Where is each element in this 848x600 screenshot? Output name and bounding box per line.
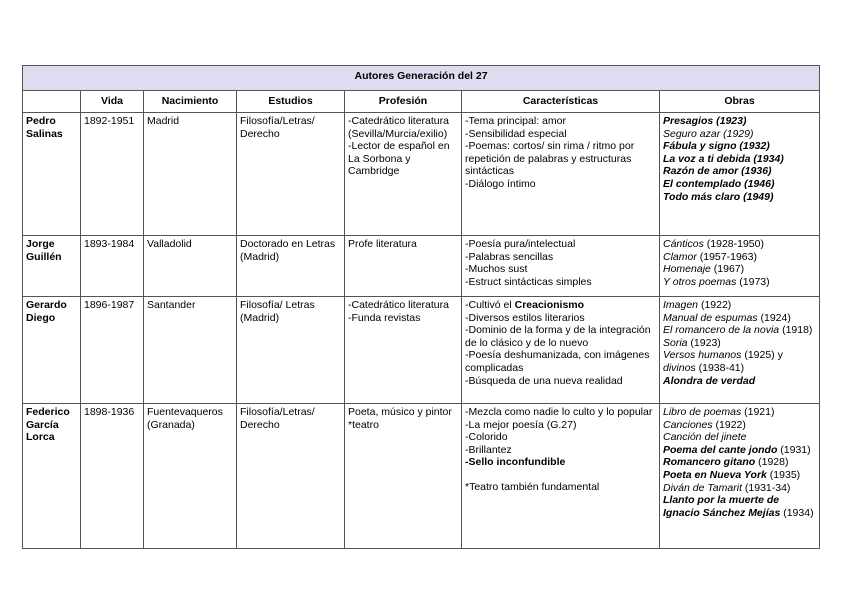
text-run: Canción del jinete xyxy=(663,431,747,444)
profession-line: -Catedrático literatura xyxy=(348,299,449,311)
author-life: 1896-1987 xyxy=(81,297,144,404)
table-row xyxy=(23,297,820,404)
text-line xyxy=(465,276,656,289)
text-run: (1973) xyxy=(736,275,770,288)
text-line xyxy=(465,324,656,349)
text-line xyxy=(465,444,656,457)
text-run: Soria xyxy=(663,336,688,349)
text-run: El contemplado (1946) xyxy=(663,177,775,190)
text-line xyxy=(663,349,816,374)
author-name: Federico García Lorca xyxy=(23,404,81,549)
text-run: Clamor xyxy=(663,250,697,263)
header-vida: Vida xyxy=(81,91,144,113)
profession-line: Profe literatura xyxy=(348,238,417,250)
text-run: -Poemas: cortos/ sin rima / ritmo por repetición de palabras y estructuras sintácticas xyxy=(465,140,635,178)
header-profesion: Profesión xyxy=(345,91,462,113)
author-birthplace: Fuentevaqueros (Granada) xyxy=(144,404,237,549)
text-line xyxy=(663,312,816,325)
text-run: (1957-1963) xyxy=(696,250,757,263)
text-run: (1938-41) xyxy=(695,361,745,374)
text-run: Homenaje xyxy=(663,263,711,276)
text-line xyxy=(465,481,656,494)
text-run: Versos humanos xyxy=(663,349,742,362)
text-run: -Brillantez xyxy=(465,443,512,456)
text-run: Razón de amor (1936) xyxy=(663,165,772,178)
authors-table xyxy=(22,65,820,549)
text-run: (1934) xyxy=(780,506,814,519)
text-line xyxy=(663,165,816,178)
author-life: 1893-1984 xyxy=(81,236,144,297)
text-run: Llanto por la muerte de Ignacio Sánchez Mejías xyxy=(663,494,781,519)
header-row xyxy=(23,91,820,113)
text-run: (1935) xyxy=(766,468,801,481)
author-studies: Filosofía/ Letras (Madrid) xyxy=(237,297,345,404)
text-run: divinos xyxy=(663,361,696,374)
text-run: Manual de espumas xyxy=(663,311,758,324)
text-run: Diván de Tamarit xyxy=(663,481,742,494)
text-line xyxy=(663,324,816,337)
text-line xyxy=(663,191,816,204)
author-name: Gerardo Diego xyxy=(23,297,81,404)
text-line xyxy=(663,431,816,444)
author-works xyxy=(660,297,820,404)
author-characteristics xyxy=(462,297,660,404)
text-run: (1967) xyxy=(710,263,745,276)
text-run: (1931-34) xyxy=(741,481,791,494)
author-birthplace: Madrid xyxy=(144,113,237,236)
text-line xyxy=(663,115,816,128)
header-author xyxy=(23,91,81,113)
author-name: Jorge Guillén xyxy=(23,236,81,297)
text-run: Y otros poemas xyxy=(663,275,737,288)
author-birthplace: Valladolid xyxy=(144,236,237,297)
text-run: (1922) xyxy=(698,299,732,311)
author-characteristics xyxy=(462,404,660,549)
text-line xyxy=(465,263,656,276)
table-title: Autores Generación del 27 xyxy=(23,66,820,91)
text-line xyxy=(663,494,816,519)
text-run: -Sensibilidad especial xyxy=(465,127,567,140)
text-run: -Mezcla como nadie lo culto y lo popular xyxy=(465,406,653,418)
text-line xyxy=(663,178,816,191)
text-run: -Tema principal: amor xyxy=(465,115,566,127)
text-line xyxy=(663,456,816,469)
text-line xyxy=(465,128,656,141)
text-line xyxy=(663,153,816,166)
author-studies: Filosofía/Letras/ Derecho xyxy=(237,113,345,236)
author-characteristics xyxy=(462,113,660,236)
text-run: -Colorido xyxy=(465,431,508,444)
text-run: Seguro azar (1929) xyxy=(663,127,754,140)
text-line xyxy=(465,140,656,178)
header-estudios: Estudios xyxy=(237,91,345,113)
author-birthplace: Santander xyxy=(144,297,237,404)
text-line xyxy=(663,140,816,153)
text-run: -Poesía deshumanizada, con imágenes complicadas xyxy=(465,349,650,374)
text-line xyxy=(663,469,816,482)
text-run: Canciones xyxy=(663,418,713,431)
text-line xyxy=(465,431,656,444)
text-line xyxy=(663,238,816,251)
text-run: -Sello inconfundible xyxy=(465,456,566,469)
text-run: -La mejor poesía (G.27) xyxy=(465,418,577,431)
text-run: Alondra de verdad xyxy=(663,374,756,387)
text-line xyxy=(465,406,656,419)
author-characteristics xyxy=(462,236,660,297)
text-line xyxy=(465,456,656,469)
text-line xyxy=(663,419,816,432)
text-run: Creacionismo xyxy=(514,299,585,311)
text-run: Romancero gitano xyxy=(663,456,756,469)
author-studies: Filosofía/Letras/ Derecho xyxy=(237,404,345,549)
text-run: (1918) xyxy=(779,324,813,337)
text-line xyxy=(465,419,656,432)
text-run: (1928) xyxy=(755,456,789,469)
text-line xyxy=(465,178,656,191)
text-run: La voz a ti debida (1934) xyxy=(663,152,784,165)
author-studies: Doctorado en Letras (Madrid) xyxy=(237,236,345,297)
text-line xyxy=(663,482,816,495)
text-run: Fábula y signo (1932) xyxy=(663,140,770,153)
author-life: 1892-1951 xyxy=(81,113,144,236)
text-run: Todo más claro (1949) xyxy=(663,190,774,203)
text-line xyxy=(465,115,656,128)
text-run: (1928-1950) xyxy=(703,238,764,250)
text-run: Poema del cante jondo xyxy=(663,443,778,456)
profession-line: -Catedrático literatura (Sevilla/Murcia/exilio) xyxy=(348,115,449,140)
text-run: -Diversos estilos literarios xyxy=(465,311,585,324)
author-profession xyxy=(345,236,462,297)
text-run: -Muchos sust xyxy=(465,263,528,276)
text-run: (1921) xyxy=(741,406,775,418)
text-run: (1924) xyxy=(757,311,791,324)
profession-line: *teatro xyxy=(348,418,379,431)
author-profession xyxy=(345,113,462,236)
text-run: (1923) xyxy=(687,336,721,349)
text-line xyxy=(465,238,656,251)
text-line xyxy=(465,251,656,264)
author-works xyxy=(660,236,820,297)
text-run: Imagen xyxy=(663,299,699,311)
text-run: Presagios (1923) xyxy=(663,115,747,127)
text-line xyxy=(663,406,816,419)
profession-line: -Lector de español en La Sorbona y Cambridge xyxy=(348,140,450,178)
text-run: Libro de poemas xyxy=(663,406,742,418)
table-row xyxy=(23,113,820,236)
text-line xyxy=(465,349,656,374)
line-gap xyxy=(465,469,656,481)
text-run: -Diálogo íntimo xyxy=(465,177,536,190)
text-run: (1922) xyxy=(712,418,746,431)
text-run: Cánticos xyxy=(663,238,704,250)
text-line xyxy=(465,299,656,312)
text-run: -Palabras sencillas xyxy=(465,250,554,263)
author-profession xyxy=(345,404,462,549)
text-line xyxy=(663,375,816,388)
text-run: El romancero de la novia xyxy=(663,324,780,337)
text-run: (1931) xyxy=(777,443,811,456)
author-works xyxy=(660,113,820,236)
text-line xyxy=(663,276,816,289)
text-run: -Estruct sintácticas simples xyxy=(465,275,592,288)
text-line xyxy=(465,312,656,325)
text-line xyxy=(663,263,816,276)
text-run: (1925) y xyxy=(741,349,783,362)
text-line xyxy=(663,128,816,141)
author-life: 1898-1936 xyxy=(81,404,144,549)
text-line xyxy=(663,251,816,264)
text-line xyxy=(663,337,816,350)
text-line xyxy=(465,375,656,388)
header-nacimiento: Nacimiento xyxy=(144,91,237,113)
table-row xyxy=(23,236,820,297)
profession-line: -Funda revistas xyxy=(348,311,421,324)
author-works xyxy=(660,404,820,549)
header-caracteristicas: Características xyxy=(462,91,660,113)
table-row xyxy=(23,404,820,549)
text-line xyxy=(663,299,816,312)
text-run: -Dominio de la forma y de la integración de lo clásico y de lo nuevo xyxy=(465,324,651,349)
text-run: -Cultivó el xyxy=(465,299,515,311)
text-run: -Búsqueda de una nueva realidad xyxy=(465,374,623,387)
header-obras: Obras xyxy=(660,91,820,113)
text-line xyxy=(663,444,816,457)
author-name: Pedro Salinas xyxy=(23,113,81,236)
text-run: Poeta en Nueva York xyxy=(663,468,767,481)
profession-line: Poeta, músico y pintor xyxy=(348,406,452,418)
text-run: *Teatro también fundamental xyxy=(465,480,600,493)
text-run: -Poesía pura/intelectual xyxy=(465,238,576,250)
author-profession xyxy=(345,297,462,404)
